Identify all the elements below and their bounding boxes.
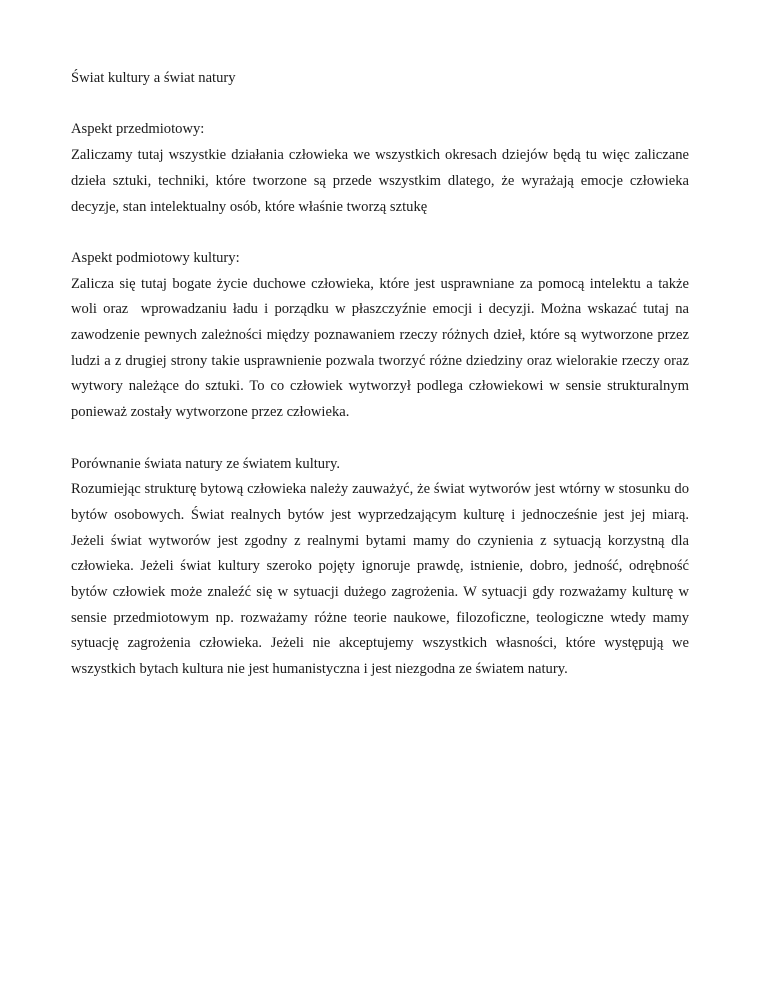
document-title: Świat kultury a świat natury [71, 70, 236, 86]
section-heading: Aspekt podmiotowy kultury: [71, 249, 240, 266]
section-subject-aspect [71, 117, 693, 220]
document-page [71, 66, 693, 709]
section-paragraph: Zaliczamy tutaj wszystkie działania człowieka we wszystkich okresach dziejów będą tu więc zaliczane dzieła sztuki, techniki, które tworzone są przede wszystkim dlatego, że wyrażają emocje człowieka decyzje, stan intelektualny osób, które właśnie tworzą sztukę [71, 147, 693, 215]
section-paragraph: Zalicza się tutaj bogate życie duchowe człowieka, które jest usprawniane za pomocą intelektu a także woli oraz wprowadzaniu ładu i porządku w płaszczyźnie emocji i decyzji. Można wskazać tutaj na zawodzenie pewnych zależności między poznawaniem rzeczy różnych dzieł, które są wytworzone przez ludzi a z drugiej strony takie usprawnienie pozwala tworzyć różne dziedziny oraz wielorakie rzeczy oraz wytwory należące do sztuki. To co człowiek wytworzył podlega człowiekowi w sensie strukturalnym ponieważ zostały wytworzone przez człowieka. [71, 275, 693, 421]
section-paragraph: Rozumiejąc strukturę bytową człowieka należy zauważyć, że świat wytworów jest wtórny w stosunku do bytów osobowych. Świat realnych bytów jest wyprzedzającym kulturę i jednocześnie jest jej miarą. Jeżeli świat wytworów jest zgodny z realnymi bytami mamy do czynienia z sytuacją korzystną dla człowieka. Jeżeli świat kultury szeroko pojęty ignoruje prawdę, istnienie, dobro, jedność, odrębność bytów człowiek może znaleźć się w sytuacji dużego zagrożenia. W sytuacji gdy rozważamy kulturę w sensie przedmiotowym np. rozważamy różne teorie naukowe, filozoficzne, teologiczne wtedy mamy sytuację zagrożenia człowieka. Jeżeli nie akceptujemy wszystkich własności, które występują we wszystkich bytach kultura nie jest humanistyczna i jest niezgodna ze światem natury. [71, 481, 693, 678]
section-subjective-aspect [71, 246, 693, 426]
section-heading: Aspekt przedmiotowy: [71, 121, 205, 138]
section-heading: Porównanie świata natury ze światem kultury. [71, 455, 340, 472]
section-comparison [71, 452, 693, 683]
